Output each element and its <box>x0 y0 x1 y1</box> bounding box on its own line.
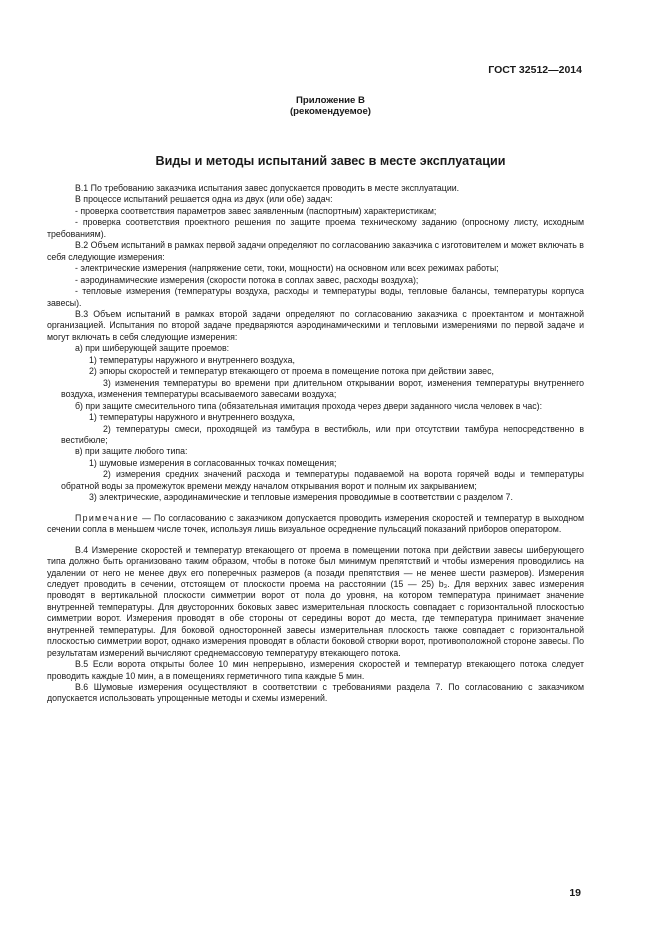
list-item: 2) температуры смеси, проходящей из тамбура в вестибюль, или при отсутствии тамбура непосредственно в вестибюле; <box>61 423 584 445</box>
standard-header: ГОСТ 32512—2014 <box>488 64 582 76</box>
paragraph-b4: В.4 Измерение скоростей и температур втекающего от проема в помещении потока при действии завесы шиберующего типа должно быть организовано таким образом, чтобы в потоке был минимум препятствий и чтобы измерения проводились на удалении от него не менее двух его поперечных размеров (а позади препятствия — не менее шести размеров). Измерения следует проводить в сечении, отстоящем от плоскости проема на расстоянии (15 — 25) b₃. Для верхних завес измерения проводят в вертикальной плоскости симметрии ворот от пола до уровня, на котором температура принимает значение внутренней температуры. Для двусторонних боковых завес измерительная плоскость совпадает с горизонтальной плоскостью симметрии ворот. Измерения проводят в обе стороны от середины ворот до места, где температура принимает значение внутренней температуры. Для боковой односторонней завесы измерительная плоскость также совпадает с горизонтальной плоскостью симметрии ворот, однако измерения проводят в области боковой створки ворот, противоположной стороне завесы. По результатам измерений вычисляют среднемассовую температуру втекающего потока. <box>47 544 584 658</box>
body-text <box>47 183 584 705</box>
list-item: - тепловые измерения (температуры воздуха, расходы и температуры воды, тепловые балансы, температуры корпуса завесы). <box>47 286 584 308</box>
list-item: - проверка соответствия проектного решения по защите проема техническому заданию (опросному листу, исходным требованиям). <box>47 217 584 239</box>
note <box>47 513 584 536</box>
list-item: 3) электрические, аэродинамические и тепловые измерения проводимые в соответствии с разделом 7. <box>89 492 513 503</box>
list-item: - электрические измерения (напряжение сети, токи, мощности) на основном или всех режимах работы; <box>75 263 499 274</box>
paragraph: В процессе испытаний решается одна из двух (или обе) задач: <box>75 194 333 205</box>
note-text: — По согласованию с заказчиком допускается проводить измерения скоростей и температур в выходном сечении сопла в меньшем числе точек, используя лишь визуальное осреднение пульсаций показаний приборов оператором. <box>47 512 584 535</box>
annex-status: (рекомендуемое) <box>289 106 371 117</box>
paragraph-b2: В.2 Объем испытаний в рамках первой задачи определяют по согласованию заказчика с изготовителем и может включать в себя следующие измерения: <box>47 240 584 262</box>
list-item: - проверка соответствия параметров завес заявленным (паспортным) характеристикам; <box>75 205 437 216</box>
paragraph-b3: В.3 Объем испытаний в рамках второй задачи определяют по согласованию заказчика с проектантом и монтажной организацией. Испытания по второй задаче предваряются аэродинамическими и тепловыми измерениями по первой задаче и могут включать в себя следующие измерения: <box>47 308 584 342</box>
list-item: б) при защите смесительного типа (обязательная имитация прохода через двери заданного числа человек в час): <box>75 400 543 411</box>
paragraph-b5: В.5 Если ворота открыты более 10 мин непрерывно, измерения скоростей и температур втекающего потока следует проводить каждые 10 мин, а в помещениях герметичного типа каждые 5 мин. <box>47 659 584 681</box>
list-item: 1) температуры наружного и внутреннего воздуха, <box>89 412 295 423</box>
list-item: в) при защите любого типа: <box>75 446 188 457</box>
section-title: Виды и методы испытаний завес в месте эксплуатации <box>155 154 506 168</box>
list-item: 1) температуры наружного и внутреннего воздуха, <box>89 354 295 365</box>
list-item: - аэродинамические измерения (скорости потока в соплах завес, расходы воздуха); <box>75 274 419 285</box>
list-item: 1) шумовые измерения в согласованных точках помещения; <box>89 457 337 468</box>
page-number: 19 <box>569 887 581 899</box>
list-item: 2) измерения средних значений расхода и температуры подаваемой на ворота горячей воды и температуры обратной воды за промежуток времени между началом открывания ворот и полным их закрыванием; <box>61 469 584 491</box>
list-item: 2) эпюры скоростей и температур втекающего от проема в помещение потока при действии завес, <box>89 366 494 377</box>
list-item: а) при шиберующей защите проемов: <box>75 343 230 354</box>
paragraph-b1: В.1 По требованию заказчика испытания завес допускается проводить в месте эксплуатации. <box>75 183 460 193</box>
note-label: Примечание <box>75 512 139 523</box>
paragraph-b6: В.6 Шумовые измерения осуществляют в соответствии с требованиями раздела 7. По согласованию с заказчиком допускается использовать упрощенные методы и схемы измерений. <box>47 682 584 704</box>
list-item: 3) изменения температуры во времени при длительном открывании ворот, изменения температуры внутреннего воздуха, изменения температуры всасываемого завесами воздуха; <box>61 377 584 400</box>
annex-heading <box>0 95 661 117</box>
annex-title: Приложение В <box>296 95 365 106</box>
